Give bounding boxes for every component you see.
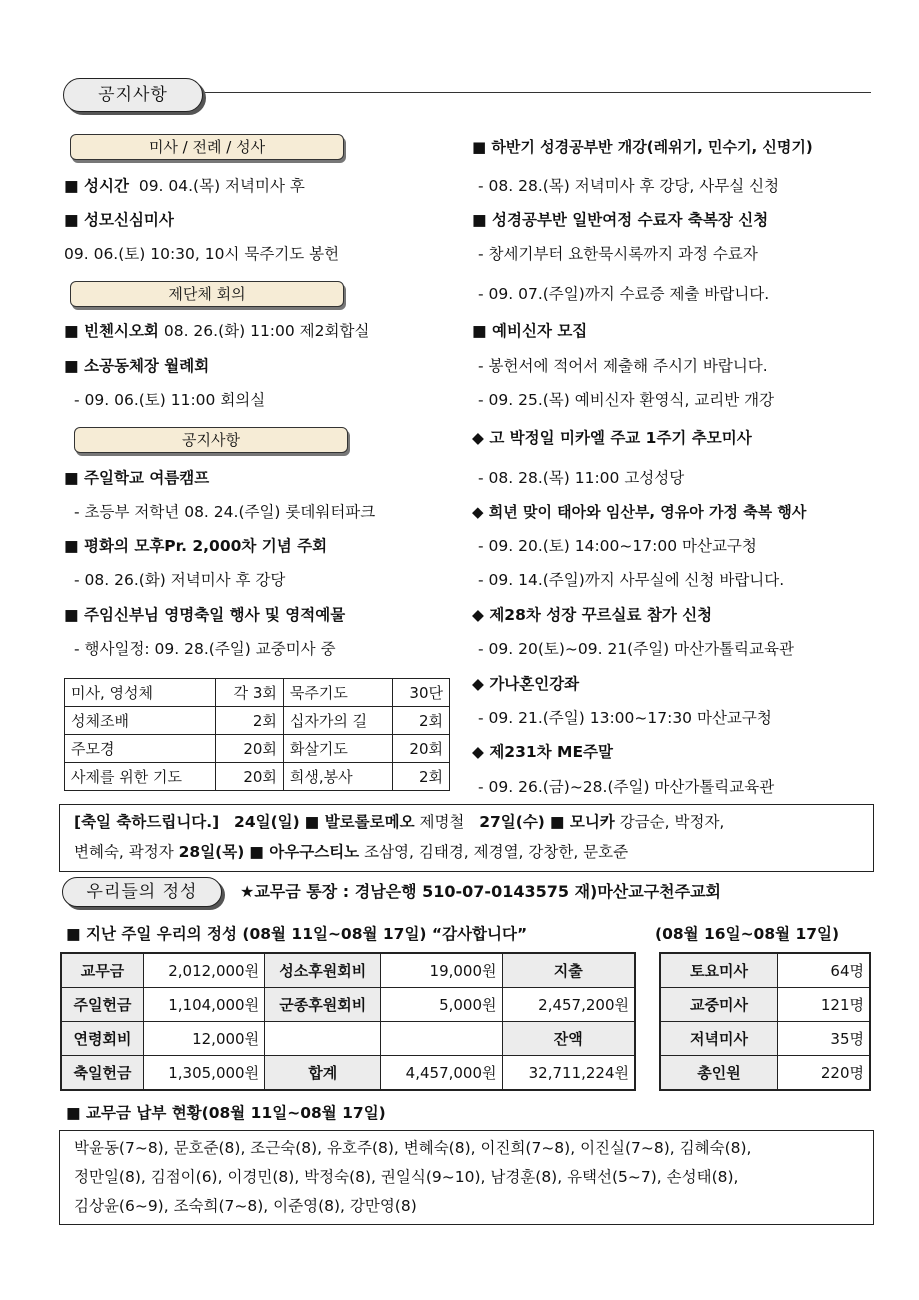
table-cell: 사제를 위한 기도 (65, 763, 216, 791)
table-cell: 32,711,224원 (502, 1056, 635, 1091)
table-cell: 4,457,000원 (381, 1056, 502, 1091)
summer-camp-text: - 초등부 저학년 08. 24.(주일) 롯데워터파크 (74, 503, 376, 521)
table-cell: 220명 (778, 1056, 870, 1091)
pastor-feast-text: - 행사일정: 09. 28.(주일) 교중미사 중 (74, 640, 336, 658)
table-cell: 30단 (393, 679, 450, 707)
table-cell: 2회 (393, 763, 450, 791)
table-cell: 각 3회 (215, 679, 283, 707)
table-cell: 12,000원 (144, 1022, 265, 1056)
bible-study-open-title: ■ 하반기 성경공부반 개강(레위기, 민수기, 신명기) (472, 138, 813, 156)
payment-line-2: 정만일(8), 김점이(6), 이경민(8), 박정숙(8), 권일식(9~10), 남경훈(8), 유택선(5~7), 손성태(8), (74, 1168, 739, 1186)
bible-study-open-text: - 08. 28.(목) 저녁미사 후 강당, 사무실 신청 (478, 177, 780, 195)
table-cell: 35명 (778, 1022, 870, 1056)
table-row (65, 679, 450, 707)
table-cell: 2회 (215, 707, 283, 735)
table-row (65, 735, 450, 763)
feast-line-2: 변혜숙, 곽정자 28일(목) ■ 아우구스티노 조삼영, 김태경, 제경열, 강창한, 문호준 (74, 843, 629, 861)
table-cell: 미사, 영성체 (65, 679, 216, 707)
memorial-mass-title: ◆ 고 박정일 미카엘 주교 1주기 추모미사 (472, 429, 752, 447)
cana-title: ◆ 가나혼인강좌 (472, 675, 580, 693)
table-row (61, 1056, 635, 1091)
table-row (660, 953, 870, 988)
table-cell: 1,305,000원 (144, 1056, 265, 1091)
bible-cert-title: ■ 성경공부반 일반여정 수료자 축복장 신청 (472, 211, 769, 229)
table-cell: 성소후원회비 (265, 953, 381, 988)
table-row (65, 763, 450, 791)
attendance-period: (08월 16일~08월 17일) (655, 925, 840, 943)
cursillo-title: ◆ 제28차 성장 꾸르실료 참가 신청 (472, 606, 713, 624)
payment-line-3: 김상윤(6~9), 조숙희(7~8), 이준영(8), 강만영(8) (74, 1197, 417, 1215)
vincent-meeting: ■ 빈첸시오회 08. 26.(화) 11:00 제2회합실 (64, 322, 370, 340)
table-cell: 주일헌금 (61, 988, 144, 1022)
section-groups-meeting: 제단체 회의 (70, 281, 344, 307)
table-cell: 희생,봉사 (283, 763, 393, 791)
payment-line-1: 박윤동(7~8), 문호준(8), 조근숙(8), 유호주(8), 변혜숙(8), 이진희(7~8), 이진실(7~8), 김혜숙(8), (74, 1139, 752, 1157)
table-row (660, 1022, 870, 1056)
small-community-title: ■ 소공동체장 월례회 (64, 357, 210, 375)
table-cell: 20회 (393, 735, 450, 763)
attendance-table (659, 952, 871, 1091)
table-cell: 합계 (265, 1056, 381, 1091)
table-cell: 20회 (215, 763, 283, 791)
notice-title: 공지사항 (63, 78, 203, 112)
table-cell: 주모경 (65, 735, 216, 763)
table-cell: 64명 (778, 953, 870, 988)
catechumen-text2: - 09. 25.(목) 예비신자 환영식, 교리반 개강 (478, 391, 775, 409)
memorial-mass-text: - 08. 28.(목) 11:00 고성성당 (478, 469, 685, 487)
me-weekend-title: ◆ 제231차 ME주말 (472, 743, 613, 761)
table-cell (381, 1022, 502, 1056)
table-cell: 토요미사 (660, 953, 778, 988)
table-cell: 2회 (393, 707, 450, 735)
payment-status-title: ■ 교무금 납부 현황(08월 11일~08월 17일) (66, 1104, 386, 1122)
table-row (65, 707, 450, 735)
small-community-text: - 09. 06.(토) 11:00 회의실 (74, 391, 266, 409)
section-mass-liturgy: 미사 / 전례 / 성사 (70, 134, 344, 160)
table-cell: 2,457,200원 (502, 988, 635, 1022)
feast-day-box (59, 804, 874, 872)
table-cell: 20회 (215, 735, 283, 763)
table-row (61, 1022, 635, 1056)
table-cell: 121명 (778, 988, 870, 1022)
account-info: ★교무금 통장 : 경남은행 510-07-0143575 재)마산교구천주교회 (240, 882, 721, 901)
table-cell: 5,000원 (381, 988, 502, 1022)
table-cell: 저녁미사 (660, 1022, 778, 1056)
table-cell (265, 1022, 381, 1056)
table-cell: 성체조배 (65, 707, 216, 735)
table-cell: 화살기도 (283, 735, 393, 763)
table-cell: 19,000원 (381, 953, 502, 988)
table-row (61, 988, 635, 1022)
table-cell: 축일헌금 (61, 1056, 144, 1091)
peace-mother-text: - 08. 26.(화) 저녁미사 후 강당 (74, 571, 286, 589)
table-cell: 1,104,000원 (144, 988, 265, 1022)
payment-status-box (59, 1130, 874, 1225)
section-notices: 공지사항 (74, 427, 348, 453)
table-cell: 잔액 (502, 1022, 635, 1056)
holy-hour: ■ 성시간 09. 04.(목) 저녁미사 후 (64, 177, 305, 195)
catechumen-title: ■ 예비신자 모집 (472, 322, 588, 340)
spiritual-offering-table (64, 678, 450, 791)
offering-section-title: 우리들의 정성 (62, 877, 222, 907)
marian-mass-text: 09. 06.(토) 10:30, 10시 묵주기도 봉헌 (64, 245, 340, 263)
table-row (61, 953, 635, 988)
table-cell: 지출 (502, 953, 635, 988)
table-cell: 2,012,000원 (144, 953, 265, 988)
table-cell: 연령회비 (61, 1022, 144, 1056)
jubilee-blessing-text2: - 09. 14.(주일)까지 사무실에 신청 바랍니다. (478, 571, 785, 589)
table-cell: 군종후원회비 (265, 988, 381, 1022)
table-row (660, 988, 870, 1022)
bible-cert-text2: - 09. 07.(주일)까지 수료증 제출 바랍니다. (478, 285, 770, 303)
feast-line-1: [축일 축하드립니다.] 24일(일) ■ 발로롤로메오 제명철 27일(수) ■ 모니카 강금순, 박정자, (74, 813, 725, 831)
table-cell: 묵주기도 (283, 679, 393, 707)
bible-cert-text1: - 창세기부터 요한묵시록까지 과정 수료자 (478, 245, 758, 263)
cana-text: - 09. 21.(주일) 13:00~17:30 마산교구청 (478, 709, 772, 727)
table-row (660, 1056, 870, 1091)
last-week-offering-title: ■ 지난 주일 우리의 정성 (08월 11일~08월 17일) “감사합니다” (66, 925, 528, 943)
table-cell: 교중미사 (660, 988, 778, 1022)
jubilee-blessing-title: ◆ 희년 맞이 태아와 임산부, 영유아 가정 축복 행사 (472, 503, 807, 521)
title-rule (205, 92, 871, 93)
peace-mother-title: ■ 평화의 모후Pr. 2,000차 기념 주회 (64, 537, 328, 555)
table-cell: 총인원 (660, 1056, 778, 1091)
cursillo-text: - 09. 20(토)~09. 21(주일) 마산가톨릭교육관 (478, 640, 794, 658)
catechumen-text1: - 봉헌서에 적어서 제출해 주시기 바랍니다. (478, 357, 768, 375)
marian-mass-title: ■ 성모신심미사 (64, 211, 174, 229)
table-cell: 교무금 (61, 953, 144, 988)
finance-table (60, 952, 636, 1091)
pastor-feast-title: ■ 주임신부님 영명축일 행사 및 영적예물 (64, 606, 346, 624)
me-weekend-text: - 09. 26.(금)~28.(주일) 마산가톨릭교육관 (478, 778, 775, 796)
table-cell: 십자가의 길 (283, 707, 393, 735)
summer-camp-title: ■ 주일학교 여름캠프 (64, 469, 210, 487)
jubilee-blessing-text1: - 09. 20.(토) 14:00~17:00 마산교구청 (478, 537, 757, 555)
